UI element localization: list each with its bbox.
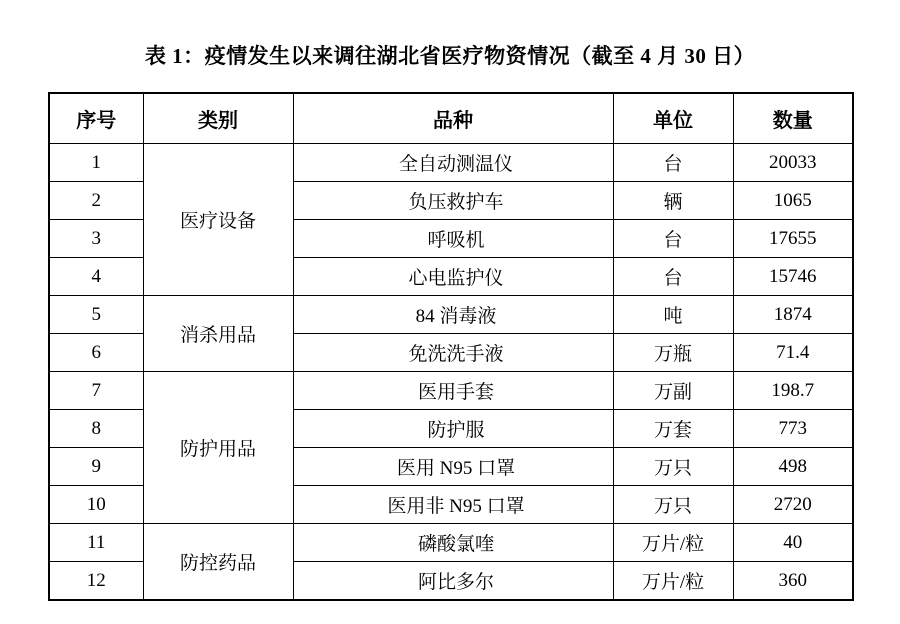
cell-item-label: 医用手套 <box>417 382 494 403</box>
cell-no: 9 <box>49 448 143 486</box>
cell-quantity: 1065 <box>733 182 853 220</box>
cell-unit: 台 <box>613 144 733 182</box>
table-container <box>48 92 852 601</box>
table-title: 表 1：疫情发生以来调往湖北省医疗物资情况（截至 4 月 30 日） <box>144 44 756 68</box>
cell-item <box>293 562 613 601</box>
cell-quantity: 17655 <box>733 220 853 258</box>
cell-item <box>293 410 613 448</box>
cell-item <box>293 486 613 524</box>
column-header-unit: 单位 <box>613 93 733 144</box>
cell-no: 11 <box>49 524 143 562</box>
cell-item <box>293 182 613 220</box>
cell-unit: 台 <box>613 258 733 296</box>
cell-unit: 吨 <box>613 296 733 334</box>
cell-item-label: 呼吸机 <box>427 230 485 251</box>
column-header-no: 序号 <box>49 93 143 144</box>
cell-unit: 万片/粒 <box>613 562 733 601</box>
cell-category: 防护用品 <box>143 372 293 524</box>
cell-quantity: 773 <box>733 410 853 448</box>
cell-quantity: 40 <box>733 524 853 562</box>
cell-unit: 万片/粒 <box>613 524 733 562</box>
cell-no: 3 <box>49 220 143 258</box>
table-row <box>49 144 853 182</box>
table-row <box>49 372 853 410</box>
cell-quantity: 498 <box>733 448 853 486</box>
cell-item <box>293 334 613 372</box>
cell-quantity: 71.4 <box>733 334 853 372</box>
cell-no: 4 <box>49 258 143 296</box>
cell-item <box>293 372 613 410</box>
column-header-item: 品种 <box>293 93 613 144</box>
table-row <box>49 524 853 562</box>
table-row <box>49 296 853 334</box>
cell-item <box>293 220 613 258</box>
cell-unit: 万只 <box>613 486 733 524</box>
cell-category: 医疗设备 <box>143 144 293 296</box>
cell-no: 10 <box>49 486 143 524</box>
cell-item <box>293 144 613 182</box>
cell-item <box>293 296 613 334</box>
cell-item-label: 全自动测温仪 <box>398 154 513 175</box>
cell-quantity: 20033 <box>733 144 853 182</box>
cell-item-label: 医用非 N95 口罩 <box>387 496 525 517</box>
cell-no: 2 <box>49 182 143 220</box>
cell-unit: 万套 <box>613 410 733 448</box>
cell-unit: 万副 <box>613 372 733 410</box>
cell-unit: 万瓶 <box>613 334 733 372</box>
cell-unit: 万只 <box>613 448 733 486</box>
cell-quantity: 15746 <box>733 258 853 296</box>
cell-no: 5 <box>49 296 143 334</box>
cell-no: 12 <box>49 562 143 601</box>
table-header-row <box>49 93 853 144</box>
cell-category: 防控药品 <box>143 524 293 601</box>
cell-item <box>293 524 613 562</box>
table-body <box>49 144 853 601</box>
cell-item-label: 心电监护仪 <box>408 268 504 289</box>
cell-quantity: 1874 <box>733 296 853 334</box>
cell-no: 6 <box>49 334 143 372</box>
column-header-category: 类别 <box>143 93 293 144</box>
cell-item-label: 负压救护车 <box>408 192 504 213</box>
cell-item-label: 阿比多尔 <box>417 572 494 593</box>
cell-no: 8 <box>49 410 143 448</box>
column-header-qty: 数量 <box>733 93 853 144</box>
cell-unit: 台 <box>613 220 733 258</box>
cell-quantity: 360 <box>733 562 853 601</box>
cell-item <box>293 448 613 486</box>
cell-item-label: 医用 N95 口罩 <box>396 458 516 479</box>
cell-item-label: 免洗洗手液 <box>408 344 504 365</box>
cell-quantity: 2720 <box>733 486 853 524</box>
cell-quantity: 198.7 <box>733 372 853 410</box>
table-header <box>49 93 853 144</box>
medical-supplies-table <box>48 92 854 601</box>
cell-no: 7 <box>49 372 143 410</box>
cell-unit: 辆 <box>613 182 733 220</box>
cell-item <box>293 258 613 296</box>
cell-item-label: 磷酸氯喹 <box>417 534 494 555</box>
cell-category: 消杀用品 <box>143 296 293 372</box>
cell-no: 1 <box>49 144 143 182</box>
cell-item-label: 防护服 <box>427 420 485 441</box>
cell-item-label: 84 消毒液 <box>415 306 497 327</box>
